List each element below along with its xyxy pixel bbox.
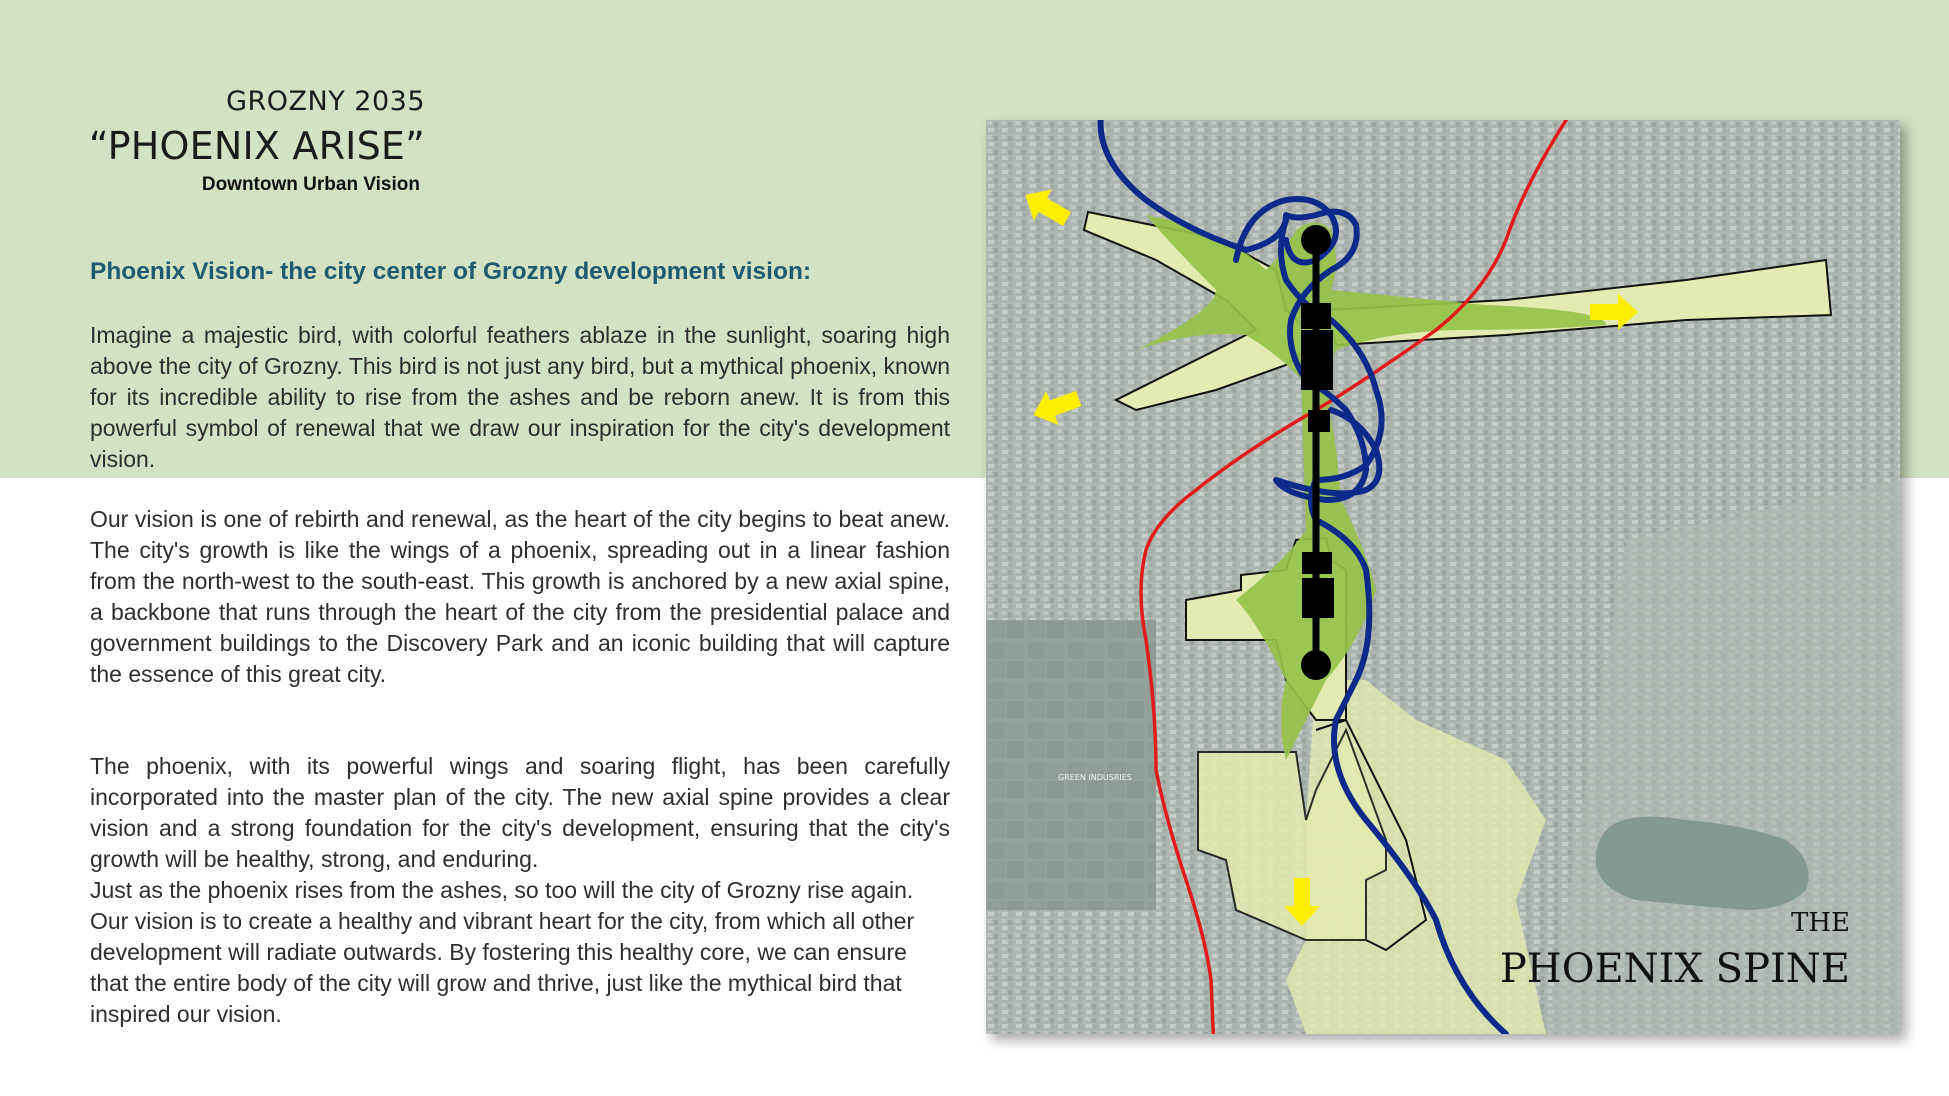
spine-node-north bbox=[1301, 225, 1331, 255]
paragraph-2: Our vision is one of rebirth and renewal, as the heart of the city begins to beat anew. The city's growth is like the wings of a phoenix, spreading out in a linear fashion from the north-west to the south-east. This growth is anchored by a new axial spine, a backbone that runs through the heart of the city from the presidential palace and government buildings to the Discovery Park and an iconic building that will capture the essence of this great city. bbox=[90, 506, 950, 687]
title-subtitle: Downtown Urban Vision bbox=[201, 174, 420, 195]
spine-node-south bbox=[1301, 650, 1331, 680]
paragraph-4: Just as the phoenix rises from the ashes, so too will the city of Grozny rise again. Our vision is to create a healthy and vibrant heart for the city, from which all other development will radiate outwards. By fostering this healthy core, we can ensure that the entire body of the city will grow and thrive, just like the mythical bird that inspired our vision. bbox=[90, 877, 915, 1027]
spine-block-3 bbox=[1308, 410, 1330, 432]
map-title-phoenix-spine: PHOENIX SPINE bbox=[1499, 946, 1850, 992]
section-heading: Phoenix Vision- the city center of Grozny development vision: bbox=[90, 258, 812, 285]
spine-block-2 bbox=[1301, 330, 1333, 390]
phoenix-spine-map bbox=[986, 120, 1900, 1034]
map-canvas bbox=[986, 120, 1900, 1034]
paragraph-1: Imagine a majestic bird, with colorful feathers ablaze in the sunlight, soaring high above the city of Grozny. This bird is not just any bird, but a mythical phoenix, known for its incredible ability to rise from the ashes and be reborn anew. It is from this powerful symbol of renewal that we draw our inspiration for the city's development vision. bbox=[90, 322, 950, 472]
map-title-the: THE bbox=[1791, 908, 1850, 938]
title-year: GROZNY 2035 bbox=[226, 86, 425, 117]
spine-block-1 bbox=[1301, 303, 1331, 329]
spine-block-5 bbox=[1302, 578, 1334, 618]
spine-block-4 bbox=[1302, 552, 1332, 574]
green-industries-label: GREEN INDUSRIES bbox=[1058, 773, 1132, 782]
title-main: “PHOENIX ARISE” bbox=[88, 124, 425, 168]
paragraph-3: The phoenix, with its powerful wings and soaring flight, has been carefully incorporated into the master plan of the city. The new axial spine provides a clear vision and a strong foundation for the city's development, ensuring that the city's growth will be healthy, strong, and enduring. bbox=[90, 753, 950, 872]
